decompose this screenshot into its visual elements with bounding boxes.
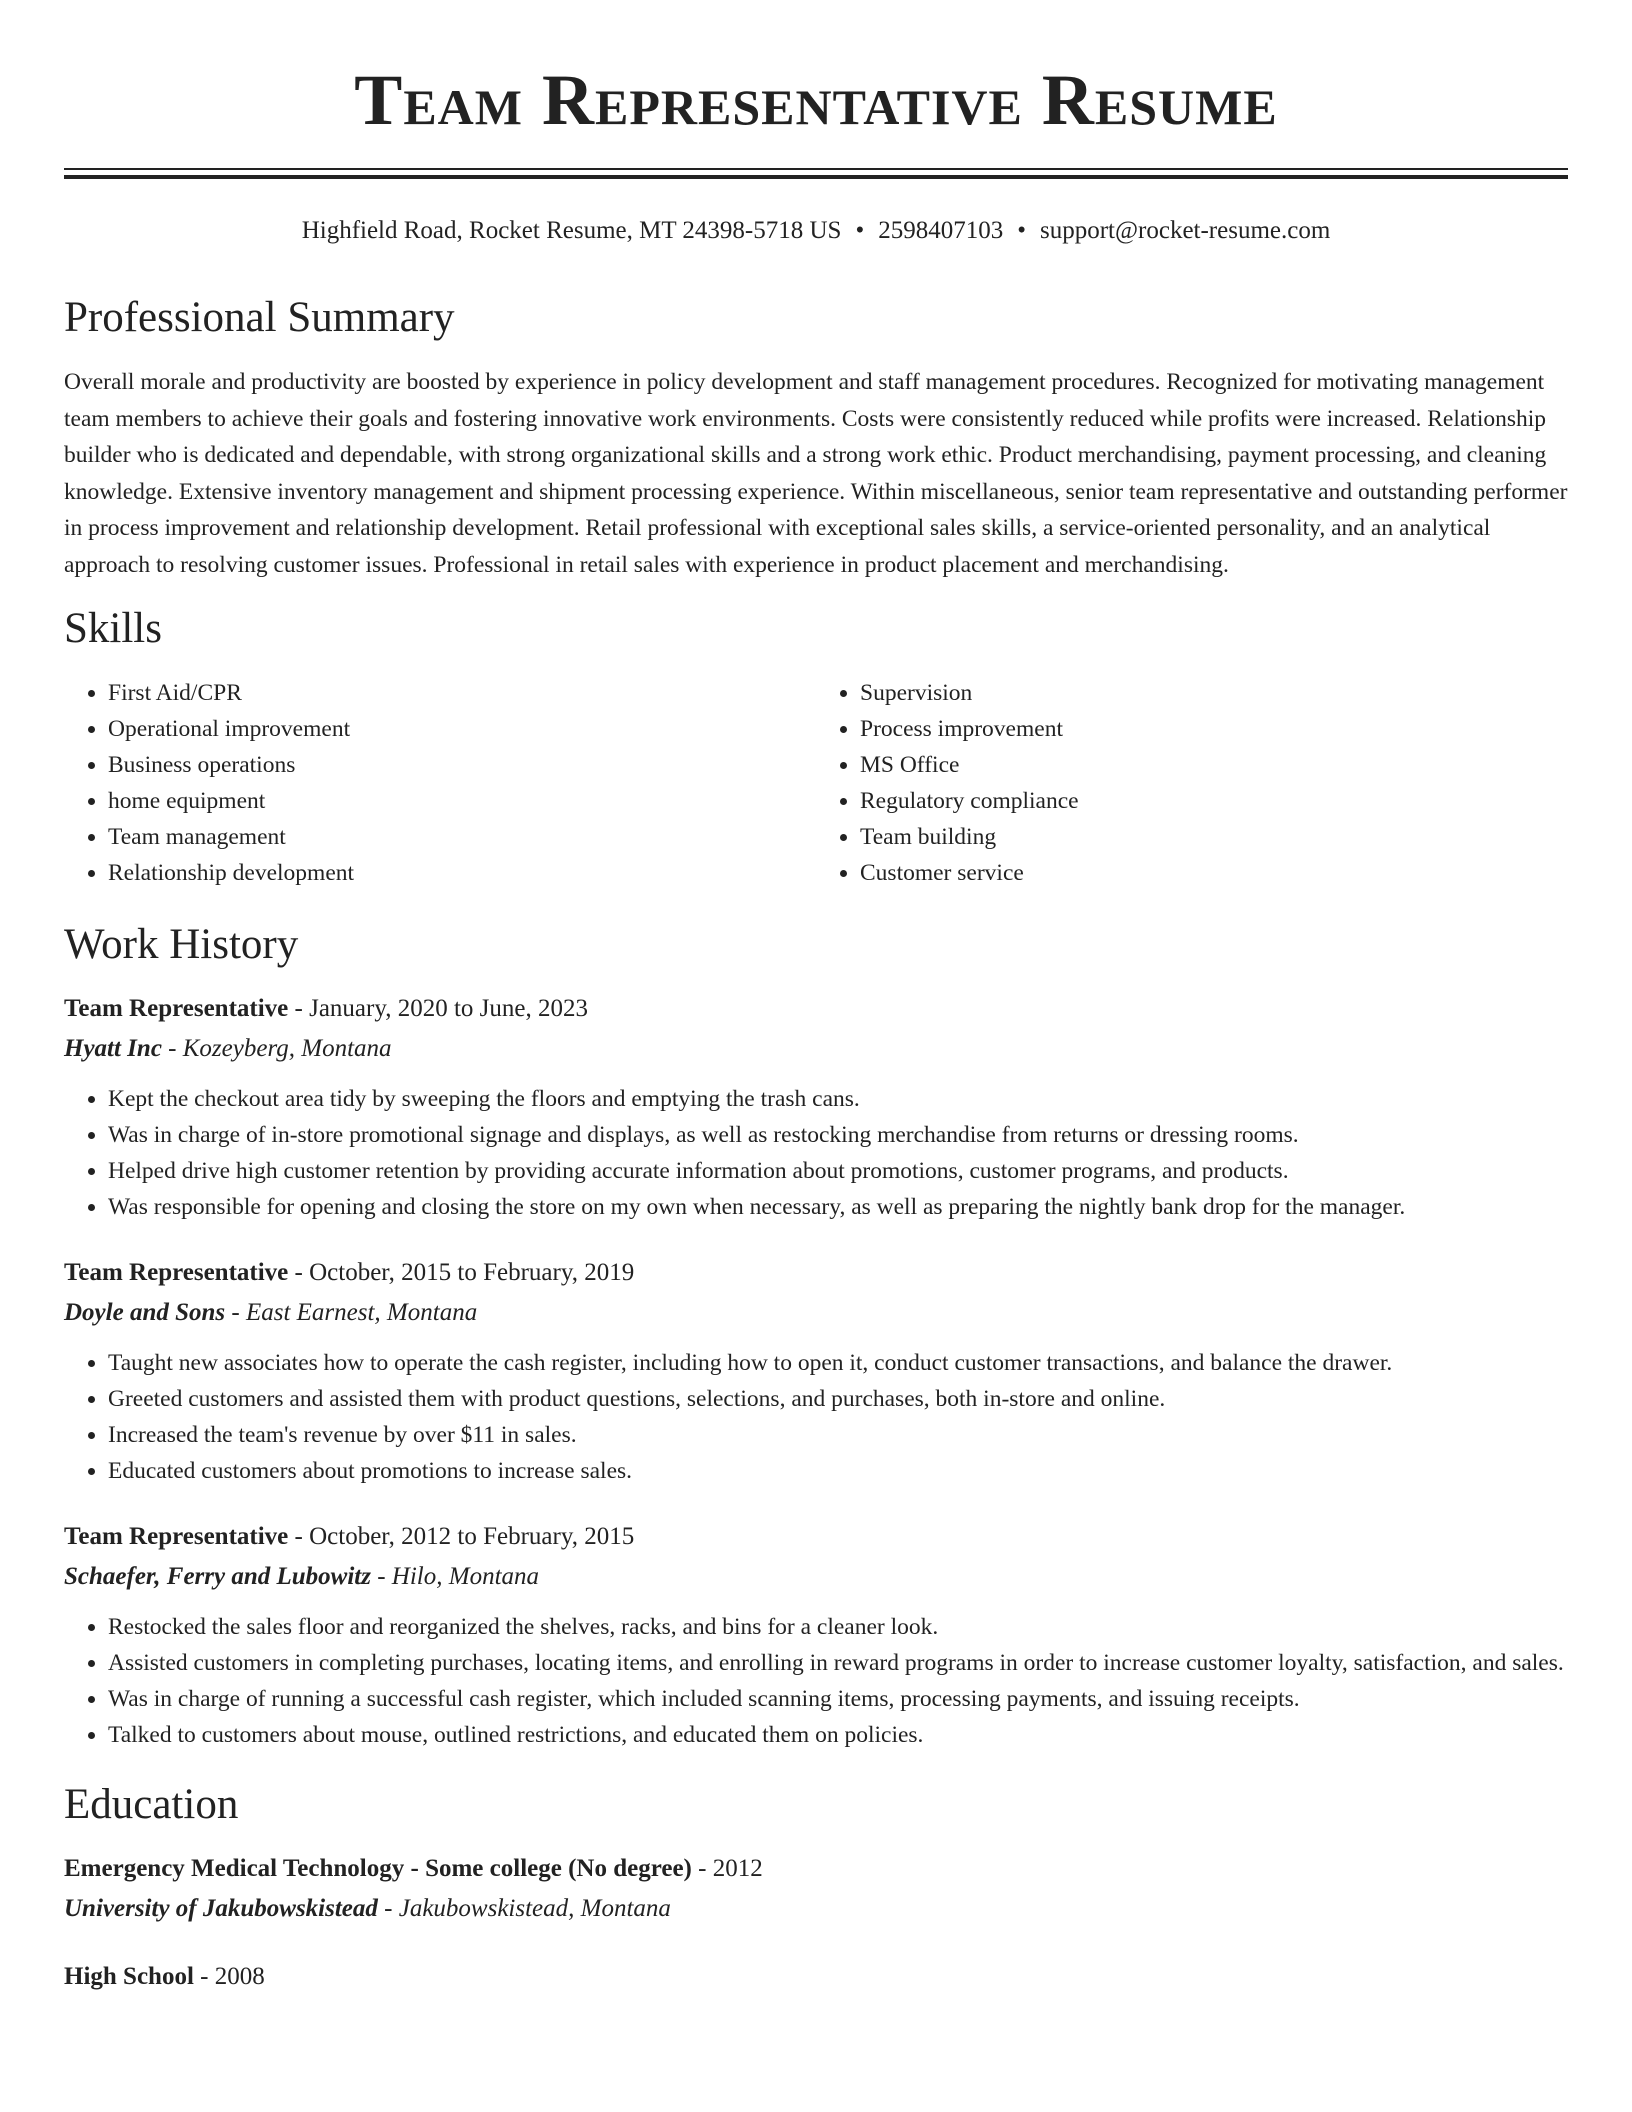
- job-company-line: [64, 1557, 1568, 1597]
- skill-item: • Customer service: [860, 855, 1568, 891]
- job-dates: - October, 2015 to February, 2019: [288, 1259, 635, 1286]
- skills-list-left: [64, 675, 816, 891]
- education-entry: [64, 1957, 1568, 1997]
- title-divider-thin: [64, 168, 1568, 170]
- job-dates: - January, 2020 to June, 2023: [288, 995, 589, 1022]
- job-entry: [64, 989, 1568, 1225]
- skills-columns: [64, 675, 1568, 891]
- education-year: - 2012: [691, 1855, 763, 1882]
- skill-item: • Relationship development: [108, 855, 816, 891]
- page-title: Team Representative Resume: [354, 60, 1278, 140]
- education-school: University of Jakubowskistead: [64, 1895, 378, 1922]
- education-degree: High School: [64, 1963, 194, 1990]
- contact-separator: •: [1017, 217, 1026, 244]
- contact-email: support@rocket-resume.com: [1040, 217, 1331, 244]
- education-heading: Education: [64, 1781, 239, 1828]
- job-location: - Kozeyberg, Montana: [161, 1035, 392, 1062]
- job-company-line: [64, 1029, 1568, 1069]
- education-year: - 2008: [193, 1963, 265, 1990]
- job-title-line: [64, 989, 1568, 1029]
- contact-phone: 2598407103: [878, 217, 1004, 244]
- education-degree: Emergency Medical Technology - Some college (No degree): [64, 1855, 692, 1882]
- skills-section: [64, 601, 1568, 891]
- job-bullets: [64, 1081, 1568, 1225]
- job-bullet: • Was in charge of in-store promotional signage and displays, as well as restocking merchandise from returns or dressing rooms.: [108, 1117, 1568, 1153]
- job-entry: [64, 1517, 1568, 1753]
- title-divider-thick: [64, 175, 1568, 179]
- job-company: Schaefer, Ferry and Lubowitz: [64, 1563, 371, 1590]
- work-history-heading: Work History: [64, 921, 299, 968]
- work-history-section: [64, 917, 1568, 1753]
- summary-text: Overall morale and productivity are boosted by experience in policy development and staff management procedures. Recognized for motivating management team members to achieve their goals and fostering innovative work environments. Costs were consistently reduced while profits were increased. Relationship builder who is dedicated and dependable, with strong organizational skills and a strong work ethic. Product merchandising, payment processing, and cleaning knowledge. Extensive inventory management and shipment processing experience. Within miscellaneous, senior team representative and outstanding performer in process improvement and relationship development. Retail professional with exceptional sales skills, a service-oriented personality, and an analytical approach to resolving customer issues. Professional in retail sales with experience in product placement and merchandising.: [64, 369, 1568, 578]
- job-bullet: • Was in charge of running a successful cash register, which included scanning items, processing payments, and issuing receipts.: [108, 1681, 1568, 1717]
- summary-heading: Professional Summary: [64, 294, 455, 341]
- job-company-line: [64, 1293, 1568, 1333]
- skill-item: • Business operations: [108, 747, 816, 783]
- job-bullet: • Kept the checkout area tidy by sweeping the floors and emptying the trash cans.: [108, 1081, 1568, 1117]
- education-location: - Jakubowskistead, Montana: [377, 1895, 671, 1922]
- resume-content: [64, 290, 1568, 2025]
- job-bullet: • Was responsible for opening and closing the store on my own when necessary, as well as preparing the nightly bank drop for the manager.: [108, 1189, 1568, 1225]
- skill-item: • MS Office: [860, 747, 1568, 783]
- job-role: Team Representative: [64, 995, 289, 1022]
- job-title-line: [64, 1253, 1568, 1293]
- education-entry: [64, 1849, 1568, 1929]
- education-school-line: [64, 1889, 1568, 1929]
- education-degree-line: [64, 1957, 1568, 1997]
- job-bullet: • Helped drive high customer retention by providing accurate information about promotions, customer programs, and products.: [108, 1153, 1568, 1189]
- job-bullets: [64, 1345, 1568, 1489]
- education-section: [64, 1777, 1568, 1997]
- skill-item: • Operational improvement: [108, 711, 816, 747]
- job-dates: - October, 2012 to February, 2015: [288, 1523, 635, 1550]
- job-role: Team Representative: [64, 1523, 289, 1550]
- job-location: - East Earnest, Montana: [225, 1299, 478, 1326]
- skill-item: • Team building: [860, 819, 1568, 855]
- skill-item: • home equipment: [108, 783, 816, 819]
- job-bullet: • Greeted customers and assisted them with product questions, selections, and purchases, both in-store and online.: [108, 1381, 1568, 1417]
- job-title-line: [64, 1517, 1568, 1557]
- job-role: Team Representative: [64, 1259, 289, 1286]
- job-company: Hyatt Inc: [64, 1035, 162, 1062]
- job-bullet: • Restocked the sales floor and reorganized the shelves, racks, and bins for a cleaner look.: [108, 1609, 1568, 1645]
- job-bullet: • Educated customers about promotions to increase sales.: [108, 1453, 1568, 1489]
- job-company: Doyle and Sons: [64, 1299, 226, 1326]
- contact-separator: •: [855, 217, 865, 244]
- skills-heading: Skills: [64, 605, 162, 652]
- skill-item: • Process improvement: [860, 711, 1568, 747]
- job-entry: [64, 1253, 1568, 1489]
- skills-list-right: [816, 675, 1568, 891]
- job-bullet: • Taught new associates how to operate the cash register, including how to open it, conduct customer transactions, and balance the drawer.: [108, 1345, 1568, 1381]
- skill-item: • First Aid/CPR: [108, 675, 816, 711]
- job-bullet: • Talked to customers about mouse, outlined restrictions, and educated them on policies.: [108, 1717, 1568, 1753]
- skill-item: • Regulatory compliance: [860, 783, 1568, 819]
- summary-section: [64, 290, 1568, 583]
- contact-line: [0, 214, 1632, 248]
- job-bullet: • Assisted customers in completing purchases, locating items, and enrolling in reward programs in order to increase customer loyalty, satisfaction, and sales.: [108, 1645, 1568, 1681]
- education-degree-line: [64, 1849, 1568, 1889]
- contact-address: Highfield Road, Rocket Resume, MT 24398-5718 US: [301, 217, 842, 244]
- skill-item: • Supervision: [860, 675, 1568, 711]
- job-bullets: [64, 1609, 1568, 1753]
- skill-item: • Team management: [108, 819, 816, 855]
- job-location: - Hilo, Montana: [370, 1563, 540, 1590]
- job-bullet: • Increased the team's revenue by over $11 in sales.: [108, 1417, 1568, 1453]
